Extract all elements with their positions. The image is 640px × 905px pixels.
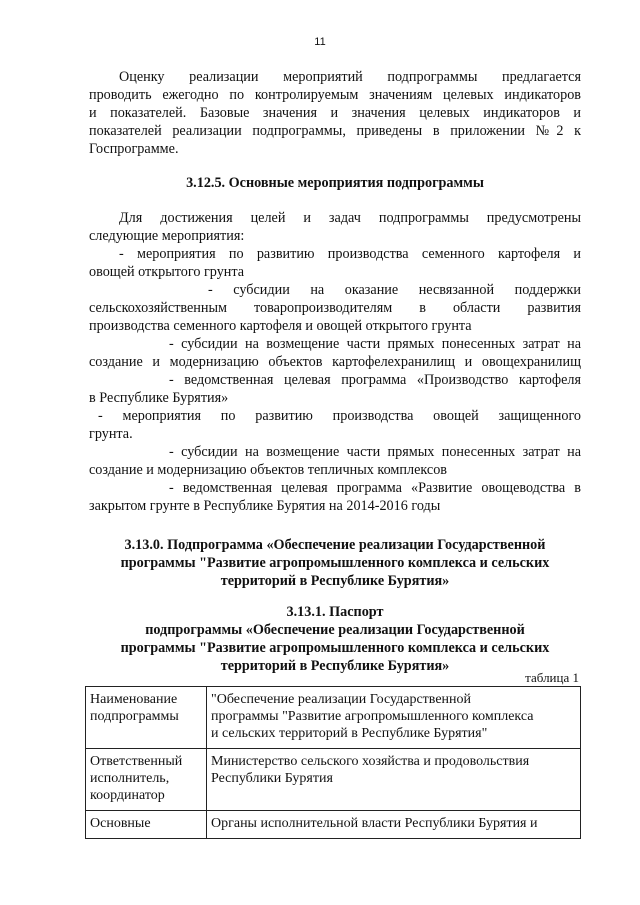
passport-heading: 3.13.1. Паспорт [286,604,384,620]
subprogram-heading: 3.13.0. Подпрограмма «Обеспечение реализации Государственной [124,537,546,553]
cell-line: Наименование [90,692,178,707]
paragraph-line: Оценку реализации мероприятий подпрограммы предлагается [119,69,581,85]
passport-table [85,686,581,839]
passport-heading: территорий в Республике Бурятия» [220,658,450,674]
paragraph-line: проводить ежегодно по контролируемым значениям целевых индикаторов [89,87,581,103]
list-item-line: грунта. [89,426,133,442]
list-item-line: - ведомственная целевая программа «Производство картофеля [169,372,581,388]
table-cell-value [207,811,581,839]
cell-line: и сельских территорий в Республике Бурятия" [211,726,488,741]
passport-heading: программы "Развитие агропромышленного комплекса и сельских [120,640,550,656]
list-item-line: сельскохозяйственным товаропроизводителям в области развития [89,300,581,316]
cell-line: программы "Развитие агропромышленного комплекса [211,709,534,724]
cell-line: Основные [90,816,151,831]
table-label: таблица 1 [525,670,579,685]
paragraph-line: Для достижения целей и задач подпрограммы предусмотрены [119,210,581,226]
paragraph-line: показателей реализации подпрограммы, приведены в приложении №2 к [89,123,581,139]
cell-line: Министерство сельского хозяйства и продовольствия [211,754,530,769]
list-item-line: овощей открытого грунта [89,264,245,280]
passport-heading: подпрограммы «Обеспечение реализации Государственной [145,622,525,638]
list-item-line: закрытом грунте в Республике Бурятия на 2014-2016 годы [89,498,441,514]
cell-line: Республики Бурятия [211,771,333,786]
table-cell-value [207,687,581,749]
paragraph-line: и показателей. Базовые значения и значения целевых индикаторов и [89,105,581,121]
table-cell-label [86,749,207,811]
list-item-line: в Республике Бурятия» [89,390,229,406]
list-item-line: - мероприятия по развитию производства семенного картофеля и [119,246,581,262]
cell-line: Органы исполнительной власти Республики Бурятия и [211,816,538,831]
subprogram-heading: программы "Развитие агропромышленного комплекса и сельских [120,555,550,571]
table-row [86,811,581,839]
cell-line: "Обеспечение реализации Государственной [211,692,472,707]
cell-line: координатор [90,788,165,803]
table-cell-label [86,811,207,839]
list-item-line: - ведомственная целевая программа «Развитие овощеводства в [169,480,581,496]
list-item-line: - субсидии на возмещение части прямых понесенных затрат на [169,444,581,460]
page-number: 11 [314,36,326,48]
list-item-line: создание и модернизацию объектов картофелехранилищ и овощехранилищ [89,354,581,370]
table-row [86,749,581,811]
list-item-line: - субсидии на возмещение части прямых понесенных затрат на [169,336,581,352]
paragraph-line: следующие мероприятия: [89,228,245,244]
table-cell-value [207,749,581,811]
subprogram-heading: территорий в Республике Бурятия» [220,573,450,589]
cell-line: исполнитель, [90,771,170,786]
list-item-line: - мероприятия по развитию производства овощей защищенного [98,408,581,424]
list-item-line: - субсидии на оказание несвязанной поддержки [208,282,581,298]
table-row [86,687,581,749]
list-item-line: производства семенного картофеля и овощей открытого грунта [89,318,472,334]
paragraph-line: Госпрограмме. [89,141,179,157]
cell-line: подпрограммы [90,709,179,724]
table-cell-label [86,687,207,749]
cell-line: Ответственный [90,754,183,769]
list-item-line: создание и модернизацию объектов тепличных комплексов [89,462,447,478]
section-heading: 3.12.5. Основные мероприятия подпрограммы [186,175,484,191]
